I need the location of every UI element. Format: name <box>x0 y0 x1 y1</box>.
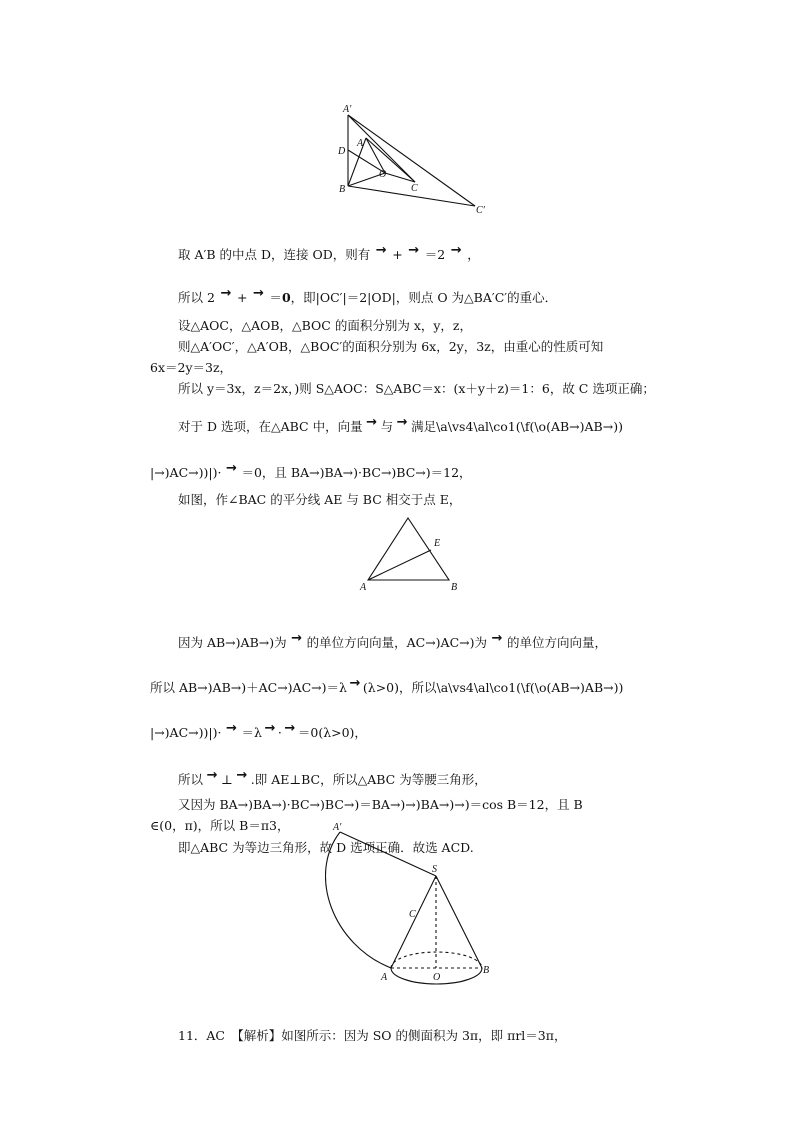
label-b: B <box>483 965 490 976</box>
label-a-prime: A′ <box>333 822 342 833</box>
text-line-14: 又因为 BA→)BA→)·BC→)BC→)＝BA→)→)BA→)→)＝cos B＝12，且 B <box>178 797 583 812</box>
text-line-7: 对于 D 选项，在△ABC 中，向量 → 与 → 满足\a\vs4\al\co1(\f(\o(AB→)AB→)) <box>178 415 623 434</box>
text-line-12: |→)AC→))|)· → ＝λ → · → ＝0(λ>0)， <box>150 721 367 740</box>
label-o: O <box>379 169 387 180</box>
label-d: D <box>338 146 346 157</box>
figure-1-triangle-centroid <box>335 100 495 220</box>
label-e: E <box>434 538 441 549</box>
label-a-prime: A′ <box>343 104 352 115</box>
text-line-3: 设△AOC，△AOB，△BOC 的面积分别为 x，y，z， <box>178 318 473 333</box>
figure-3-cone <box>325 820 505 995</box>
label-c: C <box>409 909 416 920</box>
label-c: C <box>411 183 418 194</box>
label-b: B <box>451 582 458 593</box>
text-line-13: 所以 → ⊥ → .即 AE⊥BC，所以△ABC 为等腰三角形， <box>178 768 487 787</box>
label-s: S <box>432 864 437 875</box>
text-line-9: 如图，作∠BAC 的平分线 AE 与 BC 相交于点 E， <box>178 492 462 507</box>
text-line-5: 6x＝2y＝3z， <box>150 360 233 375</box>
label-a: A <box>381 972 388 983</box>
text-line-6: 所以 y＝3x，z＝2x，)则 S△AOC：S△ABC＝x：(x＋y＋z)＝1：6，故 C 选项正确； <box>178 381 655 396</box>
text-line-1: 取 A′B 的中点 D，连接 OD，则有 → + → ＝2 → ， <box>178 243 480 262</box>
text-line-8: |→)AC→))|)· → ＝0，且 BA→)BA→)·BC→)BC→)＝12， <box>150 461 472 480</box>
text-line-10: 因为 AB→)AB→)为 → 的单位方向向量，AC→)AC→)为 → 的单位方向向量， <box>178 631 608 650</box>
label-c-prime: C′ <box>476 205 485 216</box>
text-line-11: 所以 AB→)AB→)＋AC→)AC→)＝λ → (λ>0)，所以\a\vs4\al\co1(\f(\o(AB→)AB→)) <box>150 676 624 695</box>
label-a: A <box>360 582 367 593</box>
text-line-15: ∈(0，π)，所以 B＝π3， <box>150 818 290 833</box>
text-line-4: 则△A′OC′，△A′OB，△BOC′的面积分别为 6x，2y，3z，由重心的性质可知 <box>178 339 604 354</box>
text-line-17: 11．AC 【解析】如图所示：因为 SO 的侧面积为 3π，即 πrl＝3π， <box>178 1028 567 1043</box>
figure-2-angle-bisector <box>355 510 465 595</box>
label-a: A <box>357 138 364 149</box>
label-b: B <box>339 184 346 195</box>
text-line-2: 所以 2 → + → ＝0，即|OC′|＝2|OD|，则点 O 为△BA′C′的重心． <box>178 286 558 305</box>
label-o: O <box>433 972 441 983</box>
text-line-16: 即△ABC 为等边三角形，故 D 选项正确．故选 ACD. <box>178 840 474 855</box>
